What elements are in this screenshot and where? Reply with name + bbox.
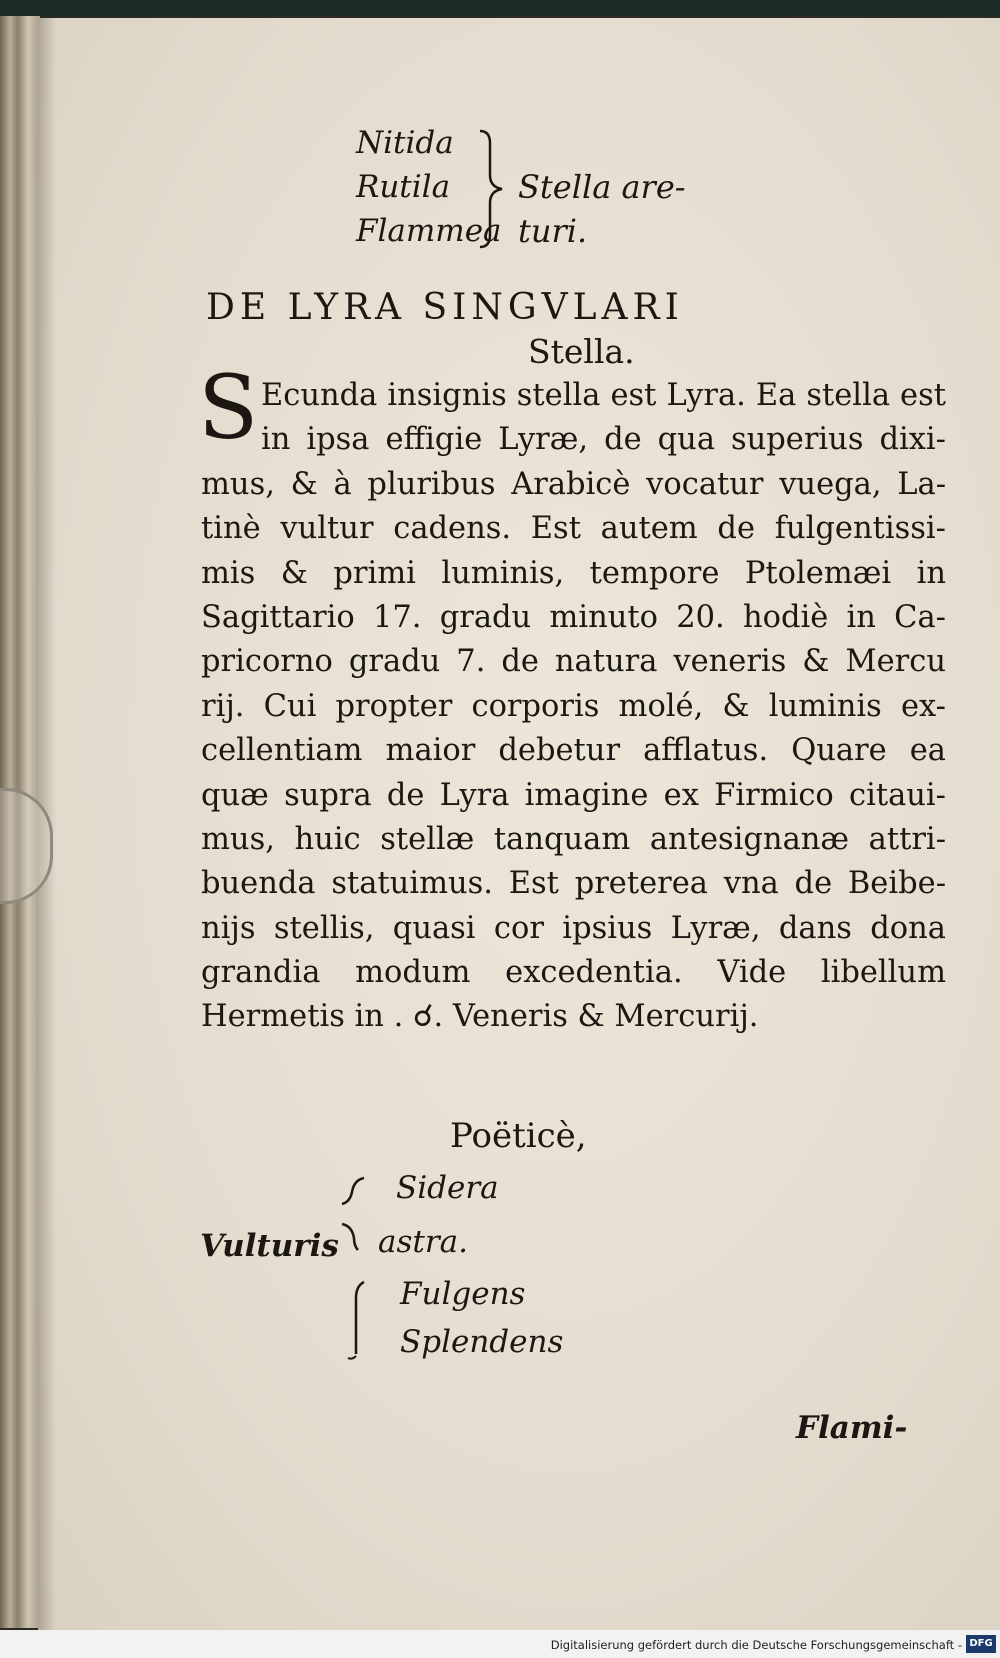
bracket-word: Rutila <box>356 169 451 205</box>
curly-brace-icon <box>476 123 516 253</box>
body-line: Ecunda insignis stella est Lyra. Ea stella est <box>261 378 946 413</box>
body-line: tinè vultur cadens. Est autem de fulgentissi- <box>201 511 946 547</box>
body-line: mis & primi luminis, tempore Ptolemæi in <box>201 555 946 591</box>
poetic-heading: Poëticè, <box>450 1116 587 1156</box>
poetic-word: astra. <box>378 1224 469 1260</box>
body-paragraph <box>201 374 946 1040</box>
scan-top-border <box>0 0 1000 16</box>
curly-brace-icon <box>334 1158 374 1378</box>
body-line: grandia modum excedentia. Vide libellum <box>201 955 946 991</box>
book-page <box>38 18 1000 1630</box>
bracket-word: Nitida <box>356 125 454 161</box>
body-line: pricorno gradu 7. de natura veneris & Mercu <box>201 644 946 680</box>
bracket-right-line: turi. <box>518 212 588 250</box>
catchword: Flami- <box>796 1410 908 1446</box>
body-line: mus, & à pluribus Arabicè vocatur vuega, La- <box>201 466 946 502</box>
top-bracket-group <box>356 123 756 273</box>
poetic-word: Splendens <box>400 1324 564 1360</box>
body-line: quæ supra de Lyra imagine ex Firmico citaui- <box>201 777 946 813</box>
poetic-word: Sidera <box>396 1170 499 1206</box>
body-line: buenda statuimus. Est preterea vna de Beibe- <box>201 866 946 902</box>
body-line: nijs stellis, quasi cor ipsius Lyræ, dans dona <box>201 910 946 946</box>
body-line: mus, huic stellæ tanquam antesignanæ attri- <box>201 821 946 857</box>
dfg-logo-icon: DFG <box>966 1635 996 1653</box>
poetic-left-word: Vulturis <box>200 1228 339 1264</box>
bracket-right-line: Stella are- <box>518 168 686 206</box>
body-line: Sagittario 17. gradu minuto 20. hodiè in Ca- <box>201 599 946 635</box>
section-subheading: Stella. <box>528 332 635 371</box>
poetic-word: Fulgens <box>400 1276 526 1312</box>
body-line: rij. Cui propter corporis molé, & luminis ex- <box>201 688 946 724</box>
body-line: Hermetis in . ☌. Veneris & Mercurij. <box>201 999 759 1035</box>
bracket-word: Flammea <box>356 213 502 249</box>
body-line: in ipsa effigie Lyræ, de qua superius dixi- <box>261 422 946 458</box>
footer-credit: Digitalisierung gefördert durch die Deutsche Forschungsgemeinschaft - <box>550 1638 962 1652</box>
section-heading: DE LYRA SINGVLARI <box>206 287 684 328</box>
drop-cap: S <box>198 356 259 459</box>
body-line: cellentiam maior debetur afflatus. Quare ea <box>201 733 946 769</box>
